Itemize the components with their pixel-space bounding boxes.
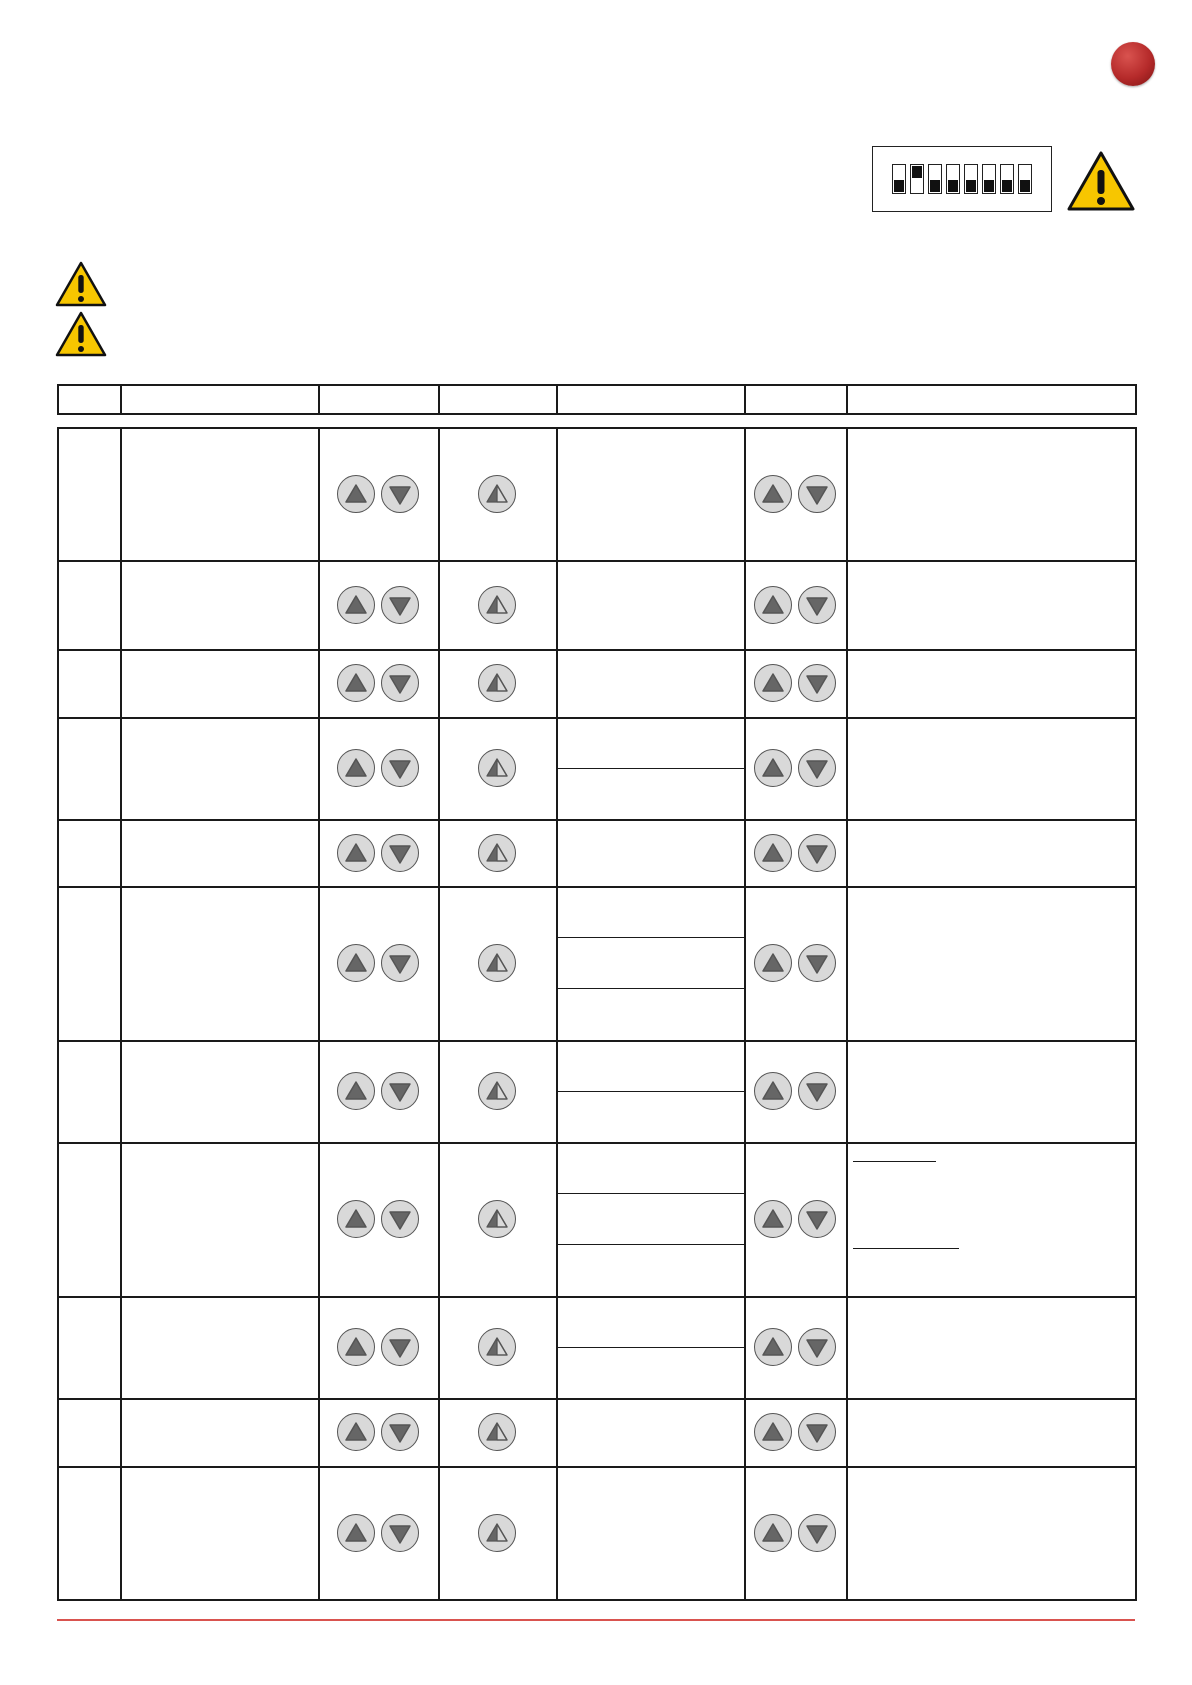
table-header-divider [438, 384, 440, 415]
down-arrow-button[interactable] [798, 664, 836, 702]
table-sub-row-divider [556, 768, 744, 769]
enter-arrow-glyph [484, 1520, 510, 1546]
table-header-divider [744, 384, 746, 415]
table-header-divider [1135, 384, 1137, 415]
up-down-button-pair-value-row-5 [754, 834, 836, 872]
dip-switch-icon [872, 146, 1052, 212]
up-arrow-button[interactable] [754, 834, 792, 872]
down-arrow-glyph [387, 1419, 413, 1445]
enter-button-cell-row-9 [478, 1328, 516, 1366]
up-arrow-glyph [760, 840, 786, 866]
up-arrow-glyph [343, 1520, 369, 1546]
note-underline [853, 1161, 936, 1162]
table-column-divider [438, 427, 440, 1601]
up-arrow-glyph [343, 1419, 369, 1445]
up-arrow-glyph [760, 1520, 786, 1546]
table-column-divider [846, 427, 848, 1601]
up-arrow-button[interactable] [754, 1072, 792, 1110]
enter-button-cell-row-11 [478, 1514, 516, 1552]
down-arrow-glyph [387, 755, 413, 781]
up-down-button-pair-set-row-3 [337, 664, 419, 702]
up-arrow-button[interactable] [337, 834, 375, 872]
up-arrow-glyph [343, 670, 369, 696]
up-down-button-pair-set-row-1 [337, 475, 419, 513]
down-arrow-button[interactable] [381, 475, 419, 513]
up-down-button-pair-value-row-11 [754, 1514, 836, 1552]
table-column-divider [120, 427, 122, 1601]
table-header-divider [846, 384, 848, 415]
enter-button[interactable] [478, 1200, 516, 1238]
up-down-button-pair-value-row-6 [754, 944, 836, 982]
enter-button-cell-row-10 [478, 1413, 516, 1451]
down-arrow-glyph [387, 840, 413, 866]
up-arrow-button[interactable] [754, 586, 792, 624]
enter-button[interactable] [478, 1072, 516, 1110]
table-row-border [57, 649, 1135, 651]
up-down-button-pair-value-row-7 [754, 1072, 836, 1110]
down-arrow-glyph [804, 592, 830, 618]
down-arrow-glyph [804, 1520, 830, 1546]
down-arrow-glyph [804, 950, 830, 976]
up-arrow-glyph [343, 592, 369, 618]
enter-button[interactable] [478, 1328, 516, 1366]
warning-triangle-icon [1066, 150, 1136, 212]
up-down-button-pair-set-row-8 [337, 1200, 419, 1238]
dip-switch-8 [1018, 164, 1032, 194]
up-arrow-glyph [343, 950, 369, 976]
down-arrow-glyph [804, 1206, 830, 1232]
enter-arrow-glyph [484, 950, 510, 976]
up-down-button-pair-value-row-1 [754, 475, 836, 513]
enter-button-cell-row-4 [478, 749, 516, 787]
enter-button-cell-row-5 [478, 834, 516, 872]
table-sub-row-divider [556, 1347, 744, 1348]
dip-switch-knob [966, 180, 976, 192]
dip-switch-4 [946, 164, 960, 194]
up-down-button-pair-set-row-9 [337, 1328, 419, 1366]
up-arrow-glyph [343, 1078, 369, 1104]
table-row-border [57, 886, 1135, 888]
table-row-border [57, 717, 1135, 719]
table-column-divider [1135, 427, 1137, 1601]
up-down-button-pair-set-row-11 [337, 1514, 419, 1552]
down-arrow-button[interactable] [381, 749, 419, 787]
enter-button[interactable] [478, 664, 516, 702]
enter-button-cell-row-1 [478, 475, 516, 513]
dip-switch-knob [1002, 180, 1012, 192]
down-arrow-button[interactable] [798, 1328, 836, 1366]
down-arrow-button[interactable] [798, 944, 836, 982]
table-sub-row-divider [556, 937, 744, 938]
red-dot-icon [1111, 42, 1155, 86]
up-arrow-button[interactable] [754, 1514, 792, 1552]
table-header-border [57, 413, 1135, 415]
enter-arrow-glyph [484, 840, 510, 866]
enter-button[interactable] [478, 1514, 516, 1552]
down-arrow-button[interactable] [381, 1072, 419, 1110]
table-row-border [57, 819, 1135, 821]
enter-arrow-glyph [484, 755, 510, 781]
up-down-button-pair-set-row-6 [337, 944, 419, 982]
down-arrow-glyph [387, 1206, 413, 1232]
enter-button[interactable] [478, 586, 516, 624]
dip-switch-knob [1020, 180, 1030, 192]
down-arrow-button[interactable] [381, 1514, 419, 1552]
down-arrow-button[interactable] [798, 1514, 836, 1552]
table-sub-row-divider [556, 988, 744, 989]
down-arrow-glyph [804, 1419, 830, 1445]
table-row-border [57, 1296, 1135, 1298]
up-arrow-button[interactable] [337, 1413, 375, 1451]
up-arrow-button[interactable] [337, 944, 375, 982]
up-arrow-button[interactable] [337, 1514, 375, 1552]
dip-switch-7 [1000, 164, 1014, 194]
up-arrow-button[interactable] [754, 664, 792, 702]
dip-switch-5 [964, 164, 978, 194]
down-arrow-glyph [804, 1078, 830, 1104]
dip-switch-1 [892, 164, 906, 194]
down-arrow-glyph [804, 1334, 830, 1360]
up-arrow-glyph [343, 1206, 369, 1232]
down-arrow-glyph [387, 1520, 413, 1546]
warning-triangle-icon [55, 311, 107, 357]
down-arrow-button[interactable] [798, 586, 836, 624]
note-underline [853, 1248, 959, 1249]
up-arrow-glyph [760, 950, 786, 976]
dip-switch-knob [894, 180, 904, 192]
up-arrow-button[interactable] [754, 1328, 792, 1366]
up-arrow-glyph [760, 755, 786, 781]
enter-button-cell-row-3 [478, 664, 516, 702]
up-down-button-pair-set-row-2 [337, 586, 419, 624]
up-arrow-glyph [343, 840, 369, 866]
enter-arrow-glyph [484, 592, 510, 618]
up-arrow-glyph [760, 1419, 786, 1445]
up-arrow-button[interactable] [337, 1072, 375, 1110]
up-arrow-glyph [760, 670, 786, 696]
up-arrow-button[interactable] [337, 475, 375, 513]
table-row-border [57, 427, 1135, 429]
up-down-button-pair-value-row-3 [754, 664, 836, 702]
enter-arrow-glyph [484, 1419, 510, 1445]
down-arrow-button[interactable] [381, 944, 419, 982]
table-header-border [57, 384, 1135, 386]
dip-switch-6 [982, 164, 996, 194]
table-row-border [57, 1040, 1135, 1042]
enter-arrow-glyph [484, 481, 510, 507]
up-down-button-pair-set-row-7 [337, 1072, 419, 1110]
enter-arrow-glyph [484, 1334, 510, 1360]
down-arrow-glyph [804, 755, 830, 781]
down-arrow-button[interactable] [381, 1328, 419, 1366]
down-arrow-button[interactable] [381, 664, 419, 702]
table-sub-row-divider [556, 1244, 744, 1245]
up-arrow-button[interactable] [337, 664, 375, 702]
up-arrow-glyph [760, 481, 786, 507]
down-arrow-button[interactable] [798, 475, 836, 513]
down-arrow-button[interactable] [798, 749, 836, 787]
up-arrow-button[interactable] [754, 1413, 792, 1451]
down-arrow-button[interactable] [798, 834, 836, 872]
down-arrow-button[interactable] [381, 1200, 419, 1238]
enter-arrow-glyph [484, 670, 510, 696]
table-header-divider [120, 384, 122, 415]
down-arrow-button[interactable] [798, 1200, 836, 1238]
down-arrow-button[interactable] [381, 586, 419, 624]
table-sub-row-divider [556, 1091, 744, 1092]
down-arrow-glyph [387, 950, 413, 976]
enter-button[interactable] [478, 475, 516, 513]
enter-button[interactable] [478, 944, 516, 982]
table-sub-row-divider [556, 1193, 744, 1194]
down-arrow-glyph [387, 1078, 413, 1104]
table-row-border [57, 560, 1135, 562]
table-row-border [57, 1466, 1135, 1468]
dip-switch-knob [912, 166, 922, 178]
down-arrow-glyph [804, 670, 830, 696]
table-row-border [57, 1398, 1135, 1400]
up-down-button-pair-value-row-10 [754, 1413, 836, 1451]
down-arrow-button[interactable] [798, 1413, 836, 1451]
up-arrow-button[interactable] [337, 1200, 375, 1238]
up-arrow-button[interactable] [337, 749, 375, 787]
table-column-divider [556, 427, 558, 1601]
dip-switch-knob [948, 180, 958, 192]
table-row-border [57, 1142, 1135, 1144]
up-arrow-button[interactable] [337, 1328, 375, 1366]
down-arrow-glyph [387, 481, 413, 507]
up-arrow-glyph [343, 755, 369, 781]
up-arrow-glyph [760, 1334, 786, 1360]
enter-arrow-glyph [484, 1206, 510, 1232]
dip-switch-knob [984, 180, 994, 192]
up-down-button-pair-set-row-4 [337, 749, 419, 787]
down-arrow-glyph [804, 481, 830, 507]
down-arrow-glyph [387, 670, 413, 696]
table-column-divider [744, 427, 746, 1601]
dip-switch-3 [928, 164, 942, 194]
up-arrow-glyph [760, 1206, 786, 1232]
down-arrow-glyph [804, 840, 830, 866]
table-header-divider [57, 384, 59, 415]
up-down-button-pair-set-row-5 [337, 834, 419, 872]
enter-button-cell-row-6 [478, 944, 516, 982]
up-arrow-glyph [343, 1334, 369, 1360]
enter-button-cell-row-8 [478, 1200, 516, 1238]
down-arrow-button[interactable] [381, 834, 419, 872]
dip-switch-knob [930, 180, 940, 192]
up-down-button-pair-value-row-8 [754, 1200, 836, 1238]
up-down-button-pair-value-row-2 [754, 586, 836, 624]
table-column-divider [318, 427, 320, 1601]
up-arrow-glyph [760, 1078, 786, 1104]
dip-switch-2 [910, 164, 924, 194]
table-column-divider [57, 427, 59, 1601]
enter-arrow-glyph [484, 1078, 510, 1104]
enter-button-cell-row-2 [478, 586, 516, 624]
table-header-divider [318, 384, 320, 415]
down-arrow-glyph [387, 592, 413, 618]
up-arrow-button[interactable] [754, 1200, 792, 1238]
up-down-button-pair-set-row-10 [337, 1413, 419, 1451]
up-arrow-button[interactable] [754, 749, 792, 787]
enter-button[interactable] [478, 834, 516, 872]
table-row-border [57, 1599, 1135, 1601]
down-arrow-button[interactable] [381, 1413, 419, 1451]
enter-button-cell-row-7 [478, 1072, 516, 1110]
enter-button[interactable] [478, 749, 516, 787]
up-down-button-pair-value-row-4 [754, 749, 836, 787]
up-down-button-pair-value-row-9 [754, 1328, 836, 1366]
down-arrow-glyph [387, 1334, 413, 1360]
up-arrow-button[interactable] [754, 944, 792, 982]
footer-divider [57, 1619, 1135, 1621]
warning-triangle-icon [55, 261, 107, 307]
up-arrow-button[interactable] [337, 586, 375, 624]
enter-button[interactable] [478, 1413, 516, 1451]
up-arrow-glyph [760, 592, 786, 618]
down-arrow-button[interactable] [798, 1072, 836, 1110]
table-header-divider [556, 384, 558, 415]
up-arrow-glyph [343, 481, 369, 507]
up-arrow-button[interactable] [754, 475, 792, 513]
